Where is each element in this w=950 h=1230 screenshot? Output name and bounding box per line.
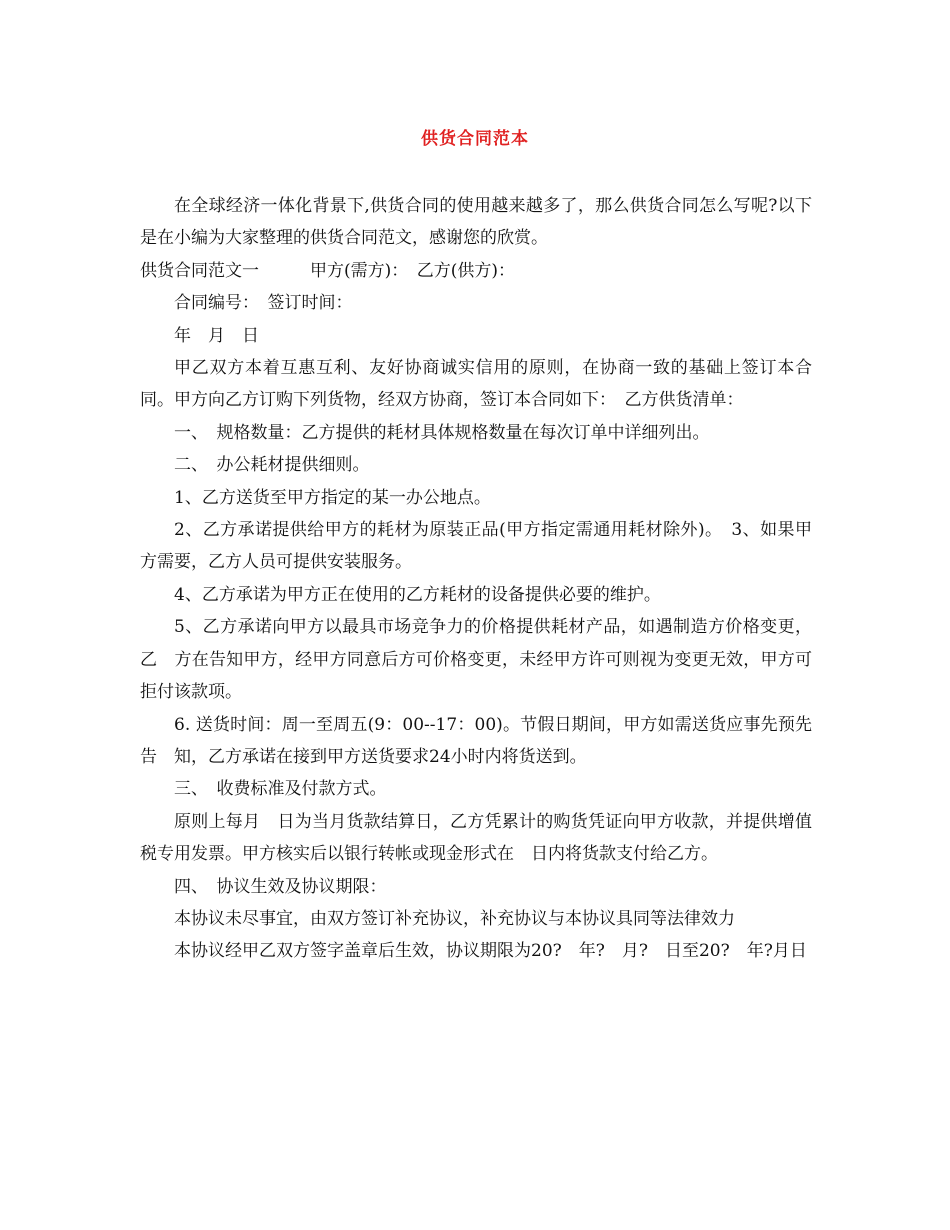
paragraph-item-1: 1、乙方送货至甲方指定的某一办公地点。 <box>174 487 491 508</box>
paragraph-section-4: 四、 协议生效及协议期限： <box>174 876 387 897</box>
paragraph-settlement: 原则上每月 日为当月货款结算日，乙方凭累计的购货凭证向甲方收款，并提供增值税专用发票。甲方核实后以银行转帐或现金形式在 日内将货款支付给乙方。 <box>140 811 812 865</box>
paragraph-term: 本协议经甲乙双方签字盖章后生效，协议期限为20? 年? 月? 日至20? 年?月日 <box>174 941 807 962</box>
document-body <box>140 190 829 968</box>
paragraph-section-2: 二、 办公耗材提供细则。 <box>174 455 370 476</box>
paragraph-item-5: 5、乙方承诺向甲方以最具市场竞争力的价格提供耗材产品，如遇制造方价格变更，乙 方在告知甲方，经甲方同意后方可价格变更，未经甲方许可则视为变更无效，甲方可 拒付该款项。 <box>140 617 829 703</box>
paragraph-supplement: 本协议未尽事宜，由双方签订补充协议，补充协议与本协议具同等法律效力 <box>174 908 735 929</box>
paragraph-section-3: 三、 收费标准及付款方式。 <box>174 779 387 800</box>
paragraph-item-2: 2、乙方承诺提供给甲方的耗材为原装正品(甲方指定需通用耗材除外)。 3、如果甲方需要，乙方人员可提供安装服务。 <box>140 520 812 573</box>
paragraph-contract-number: 合同编号： 签订时间： <box>174 293 353 314</box>
paragraph-parties: 供货合同范文一 甲方(需方)： 乙方(供方)： <box>140 260 516 281</box>
paragraph-date: 年 月 日 <box>174 325 259 346</box>
document-title: 供货合同范本 <box>421 129 529 149</box>
paragraph-item-6: 6. 送货时间：周一至周五(9：00--17：00)。节假日期间，甲方如需送货应事先预先告 知，乙方承诺在接到甲方送货要求24小时内将货送到。 <box>140 714 812 767</box>
paragraph-item-4: 4、乙方承诺为甲方正在使用的乙方耗材的设备提供必要的维护。 <box>174 584 661 605</box>
paragraph-section-1: 一、 规格数量：乙方提供的耗材具体规格数量在每次订单中详细列出。 <box>174 422 710 443</box>
paragraph-intro: 在全球经济一体化背景下,供货合同的使用越来越多了，那么供货合同怎么写呢?以下是在小编为大家整理的供货合同范文，感谢您的欣赏。 <box>140 196 812 249</box>
paragraph-principle: 甲乙双方本着互惠互利、友好协商诚实信用的原则，在协商一致的基础上签订本合同。甲方向乙方订购下列货物，经双方协商，签订本合同如下： 乙方供货清单： <box>140 358 812 411</box>
